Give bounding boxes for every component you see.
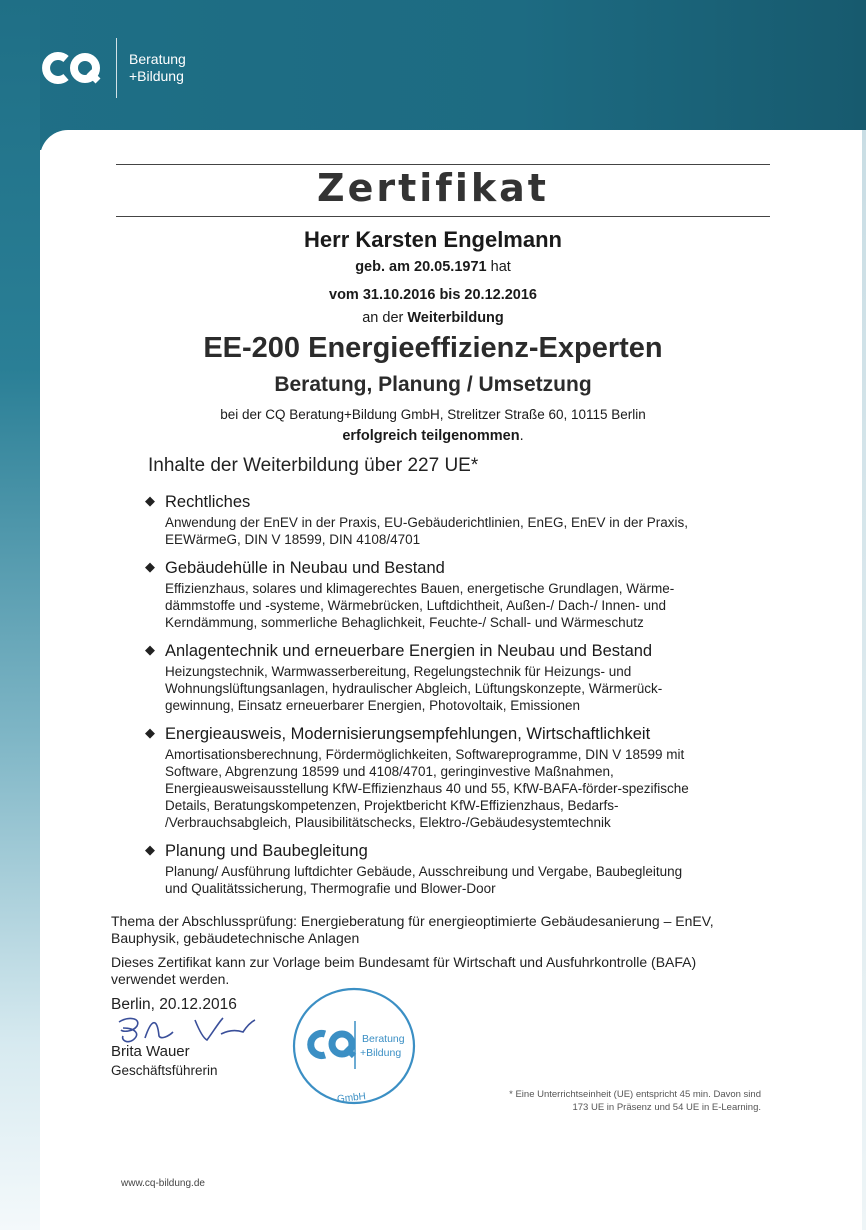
topic-desc-line: Anwendung der EnEV in der Praxis, EU-Gebäuderichtlinien, EnEG, EnEV in der Praxis, xyxy=(165,515,689,530)
stamp-line2: +Bildung xyxy=(360,1047,402,1059)
diamond-bullet-icon: ◆ xyxy=(145,725,155,740)
topic-item xyxy=(145,841,765,897)
topic-desc-line: EEWärmeG, DIN V 18599, DIN 4108/4701 xyxy=(165,532,421,547)
diamond-bullet-icon: ◆ xyxy=(145,493,155,508)
topic-description xyxy=(165,863,765,897)
topic-desc-line: Heizungstechnik, Warmwasserbereitung, Regelungstechnik für Heizungs- und xyxy=(165,664,632,679)
topic-desc-line: Kerndämmung, sommerliche Behaglichkeit, Feuchte-/ Schall- und Wärmeschutz xyxy=(165,615,644,630)
birth-line xyxy=(0,259,866,275)
footnote-line: 173 UE in Präsenz und 54 UE in E-Learning. xyxy=(572,1102,761,1113)
topic-title: Planung und Baubegleitung xyxy=(165,842,368,860)
logo-text-line1: Beratung xyxy=(129,51,186,67)
course-subtitle: Beratung, Planung / Umsetzung xyxy=(274,373,592,396)
topic-desc-line: Energieausweisausstellung KfW-Effizienzhaus 40 und 55, KfW-BAFA-förder-spezifische xyxy=(165,781,689,796)
logo-divider xyxy=(116,38,117,98)
topic-description xyxy=(165,514,765,548)
signer-name: Brita Wauer xyxy=(111,1043,190,1060)
training-type: Weiterbildung xyxy=(407,310,504,326)
exam-topic-line: Thema der Abschlussprüfung: Energieberatung für energieoptimierte Gebäudesanierung – EnEV, xyxy=(111,913,714,929)
exam-topic xyxy=(111,913,771,947)
bafa-note xyxy=(111,954,771,988)
topic-desc-line: Software, Abgrenzung 18599 und 4108/4701, geringinvestive Maßnahmen, xyxy=(165,764,614,779)
training-prefix: an der xyxy=(362,310,404,326)
place-date: Berlin, 20.12.2016 xyxy=(111,996,237,1013)
course-title: EE-200 Energieeffizienz-Experten xyxy=(203,332,663,364)
topic-desc-line: gewinnung, Einsatz erneuerbarer Energien, Photovoltaik, Emissionen xyxy=(165,698,580,713)
training-line xyxy=(0,310,866,326)
topic-item xyxy=(145,558,765,631)
company-stamp xyxy=(288,985,424,1114)
contents-heading: Inhalte der Weiterbildung über 227 UE* xyxy=(148,455,479,476)
topic-description xyxy=(165,663,765,714)
diamond-bullet-icon: ◆ xyxy=(145,559,155,574)
website-url: www.cq-bildung.de xyxy=(121,1178,205,1189)
exam-topic-line: Bauphysik, gebäudetechnische Anlagen xyxy=(111,930,360,946)
topic-desc-line: Details, Beratungskompetenzen, Projektbericht KfW-Effizienzhaus, Bedarfs- xyxy=(165,798,619,813)
title-rule-bottom xyxy=(116,216,770,217)
bafa-note-line: verwendet werden. xyxy=(111,971,230,987)
logo-text-line2: +Bildung xyxy=(129,68,184,84)
recipient-name: Herr Karsten Engelmann xyxy=(304,227,562,252)
result-punct: . xyxy=(519,428,524,444)
diamond-bullet-icon: ◆ xyxy=(145,842,155,857)
topic-item xyxy=(145,492,765,548)
topic-list xyxy=(145,492,765,907)
topic-title: Gebäudehülle in Neubau und Bestand xyxy=(165,559,445,577)
signer-role: Geschäftsführerin xyxy=(111,1063,218,1078)
company-logo xyxy=(40,38,186,98)
topic-desc-line: /Verbrauchsabgleich, Plausibilitätschecks, Elektro-/Gebäudesystemtechnik xyxy=(165,815,611,830)
stamp-line1: Beratung xyxy=(362,1033,405,1045)
birth-date: geb. am 20.05.1971 xyxy=(355,259,487,275)
period-line: vom 31.10.2016 bis 20.12.2016 xyxy=(329,287,537,303)
cq-logo-icon xyxy=(40,48,102,88)
diamond-bullet-icon: ◆ xyxy=(145,642,155,657)
topic-desc-line: Planung/ Ausführung luftdichter Gebäude, Ausschreibung und Vergabe, Baubegleitung xyxy=(165,864,683,879)
birth-suffix: hat xyxy=(490,259,511,275)
title-rule-top xyxy=(116,164,770,165)
topic-title: Energieausweis, Modernisierungsempfehlungen, Wirtschaftlichkeit xyxy=(165,725,651,743)
certificate-title: Zertifikat xyxy=(317,166,549,210)
provider-line: bei der CQ Beratung+Bildung GmbH, Strelitzer Straße 60, 10115 Berlin xyxy=(220,407,646,422)
topic-item xyxy=(145,724,765,831)
footnote xyxy=(470,1088,761,1114)
topic-description xyxy=(165,580,765,631)
topic-desc-line: Wohnungslüftungsanlagen, hydraulischer Abgleich, Lüftungskonzepte, Wärmerück- xyxy=(165,681,663,696)
topic-desc-line: Amortisationsberechnung, Fördermöglichkeiten, Softwareprogramme, DIN V 18599 mit xyxy=(165,747,685,762)
topic-description xyxy=(165,746,765,831)
result-text: erfolgreich teilgenommen xyxy=(342,428,520,444)
bafa-note-line: Dieses Zertifikat kann zur Vorlage beim Bundesamt für Wirtschaft und Ausfuhrkontrolle (BAFA) xyxy=(111,954,697,970)
topic-title: Rechtliches xyxy=(165,493,251,511)
result-line xyxy=(0,428,866,444)
topic-desc-line: dämmstoffe und -systeme, Wärmebrücken, Luftdichtheit, Außen-/ Dach-/ Innen- und xyxy=(165,598,666,613)
topic-desc-line: und Qualitätssicherung, Thermografie und Blower-Door xyxy=(165,881,496,896)
stamp-bottom-text: GmbH xyxy=(336,1091,367,1106)
footnote-line: * Eine Unterrichtseinheit (UE) entspricht 45 min. Davon sind xyxy=(509,1089,761,1100)
topic-title: Anlagentechnik und erneuerbare Energien in Neubau und Bestand xyxy=(165,642,653,660)
topic-desc-line: Effizienzhaus, solares und klimagerechtes Bauen, energetische Grundlagen, Wärme- xyxy=(165,581,675,596)
logo-text xyxy=(129,51,186,85)
topic-item xyxy=(145,641,765,714)
